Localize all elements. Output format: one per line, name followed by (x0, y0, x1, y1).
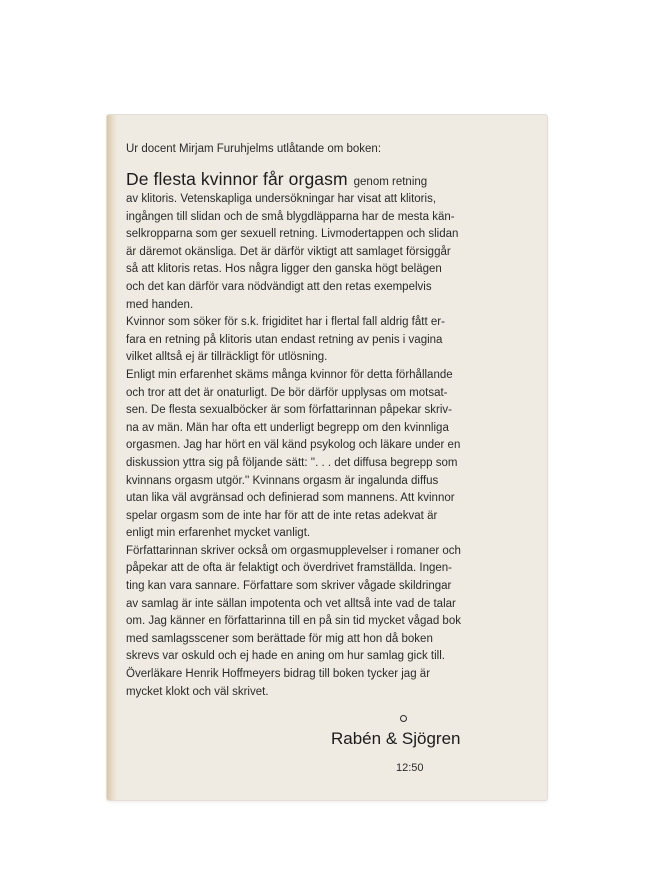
text-line: Överläkare Henrik Hoffmeyers bidrag till boken tycker jag är (126, 668, 431, 681)
publisher-logo-mark (400, 715, 407, 722)
text-line: så att klitoris retas. Hos några ligger den ganska högt belägen (126, 263, 442, 276)
text-line: vilket alltså ej är tillräckligt för utlösning. (126, 351, 328, 364)
text-line: av klitoris. Vetenskapliga undersökningar har visat att klitoris, (126, 193, 437, 205)
text-line: om. Jag känner en författarinna till en på sin tid mycket vågad bok (126, 615, 461, 628)
price-label: 12:50 (396, 762, 424, 774)
text-line: och det kan därför vara nödvändigt att den retas exempelvis (126, 280, 432, 293)
text-line: Författarinnan skriver också om orgasmupplevelser i romaner och (126, 544, 461, 557)
text-line: diskussion yttra sig på följande sätt: ''. . . det diffusa begrepp som (126, 456, 458, 469)
text-line: na av män. Män har ofta ett underligt begrepp om den kvinnliga (126, 421, 449, 434)
text-line: av samlag är inte sällan impotenta och vet alltså inte vad de talar (126, 597, 456, 610)
text-line: sen. De flesta sexualböcker är som författarinnan påpekar skriv- (126, 404, 452, 417)
text-line: skrevs var oskuld och ej hade en aning om hur samlag gick till. (126, 650, 445, 663)
intro-line: Ur docent Mirjam Furuhjelms utlåtande om boken: (126, 143, 382, 155)
text-line: spelar orgasm som de inte har för att de inte retas adekvat är (126, 509, 438, 522)
headline: De flesta kvinnor får orgasm (126, 169, 348, 189)
text-line: är däremot okänsliga. Det är därför viktigt att samlaget försiggår (126, 245, 451, 258)
headline-line (126, 167, 536, 191)
text-line: Enligt min erfarenhet skäms många kvinnor för detta förhållande (126, 368, 453, 381)
text-line: kvinnans orgasm utgör.'' Kvinnans orgasm är ingalunda diffus (126, 474, 439, 487)
text-line: fara en retning på klitoris utan endast retning av penis i vagina (126, 333, 443, 346)
spine-edge (107, 115, 117, 800)
text-line: selkropparna som ger sexuell retning. Livmodertappen och slidan (126, 228, 459, 241)
text-line: med handen. (126, 298, 194, 311)
text-line: med samlagsscener som berättade för mig att hon då boken (126, 632, 433, 645)
text-line: och tror att det är onaturligt. De bör därför upplysas om motsat- (126, 386, 448, 399)
text-line: påpekar att de ofta är felaktigt och överdrivet framställda. Ingen- (126, 562, 453, 575)
text-line: enligt min erfarenhet mycket vanligt. (126, 527, 311, 540)
text-line: orgasmen. Jag har hört en väl känd psykolog och läkare under en (126, 439, 461, 452)
blurb-text (126, 167, 536, 701)
headline-tail: genom retning (353, 176, 428, 188)
text-line: utan lika väl avgränsad och definierad som mannens. Att kvinnor (126, 492, 455, 505)
text-line: Kvinnor som söker för s.k. frigiditet har i flertal fall aldrig fått er- (126, 316, 445, 329)
text-line: ingången till slidan och de små blygdläpparna har de mesta kän- (126, 210, 455, 223)
text-line: ting kan vara sannare. Författare som skriver vågade skildringar (126, 580, 452, 593)
publisher-name: Rabén & Sjögren (331, 729, 461, 748)
text-line: mycket klokt och väl skrivet. (126, 685, 269, 698)
book-back-cover (107, 115, 547, 800)
